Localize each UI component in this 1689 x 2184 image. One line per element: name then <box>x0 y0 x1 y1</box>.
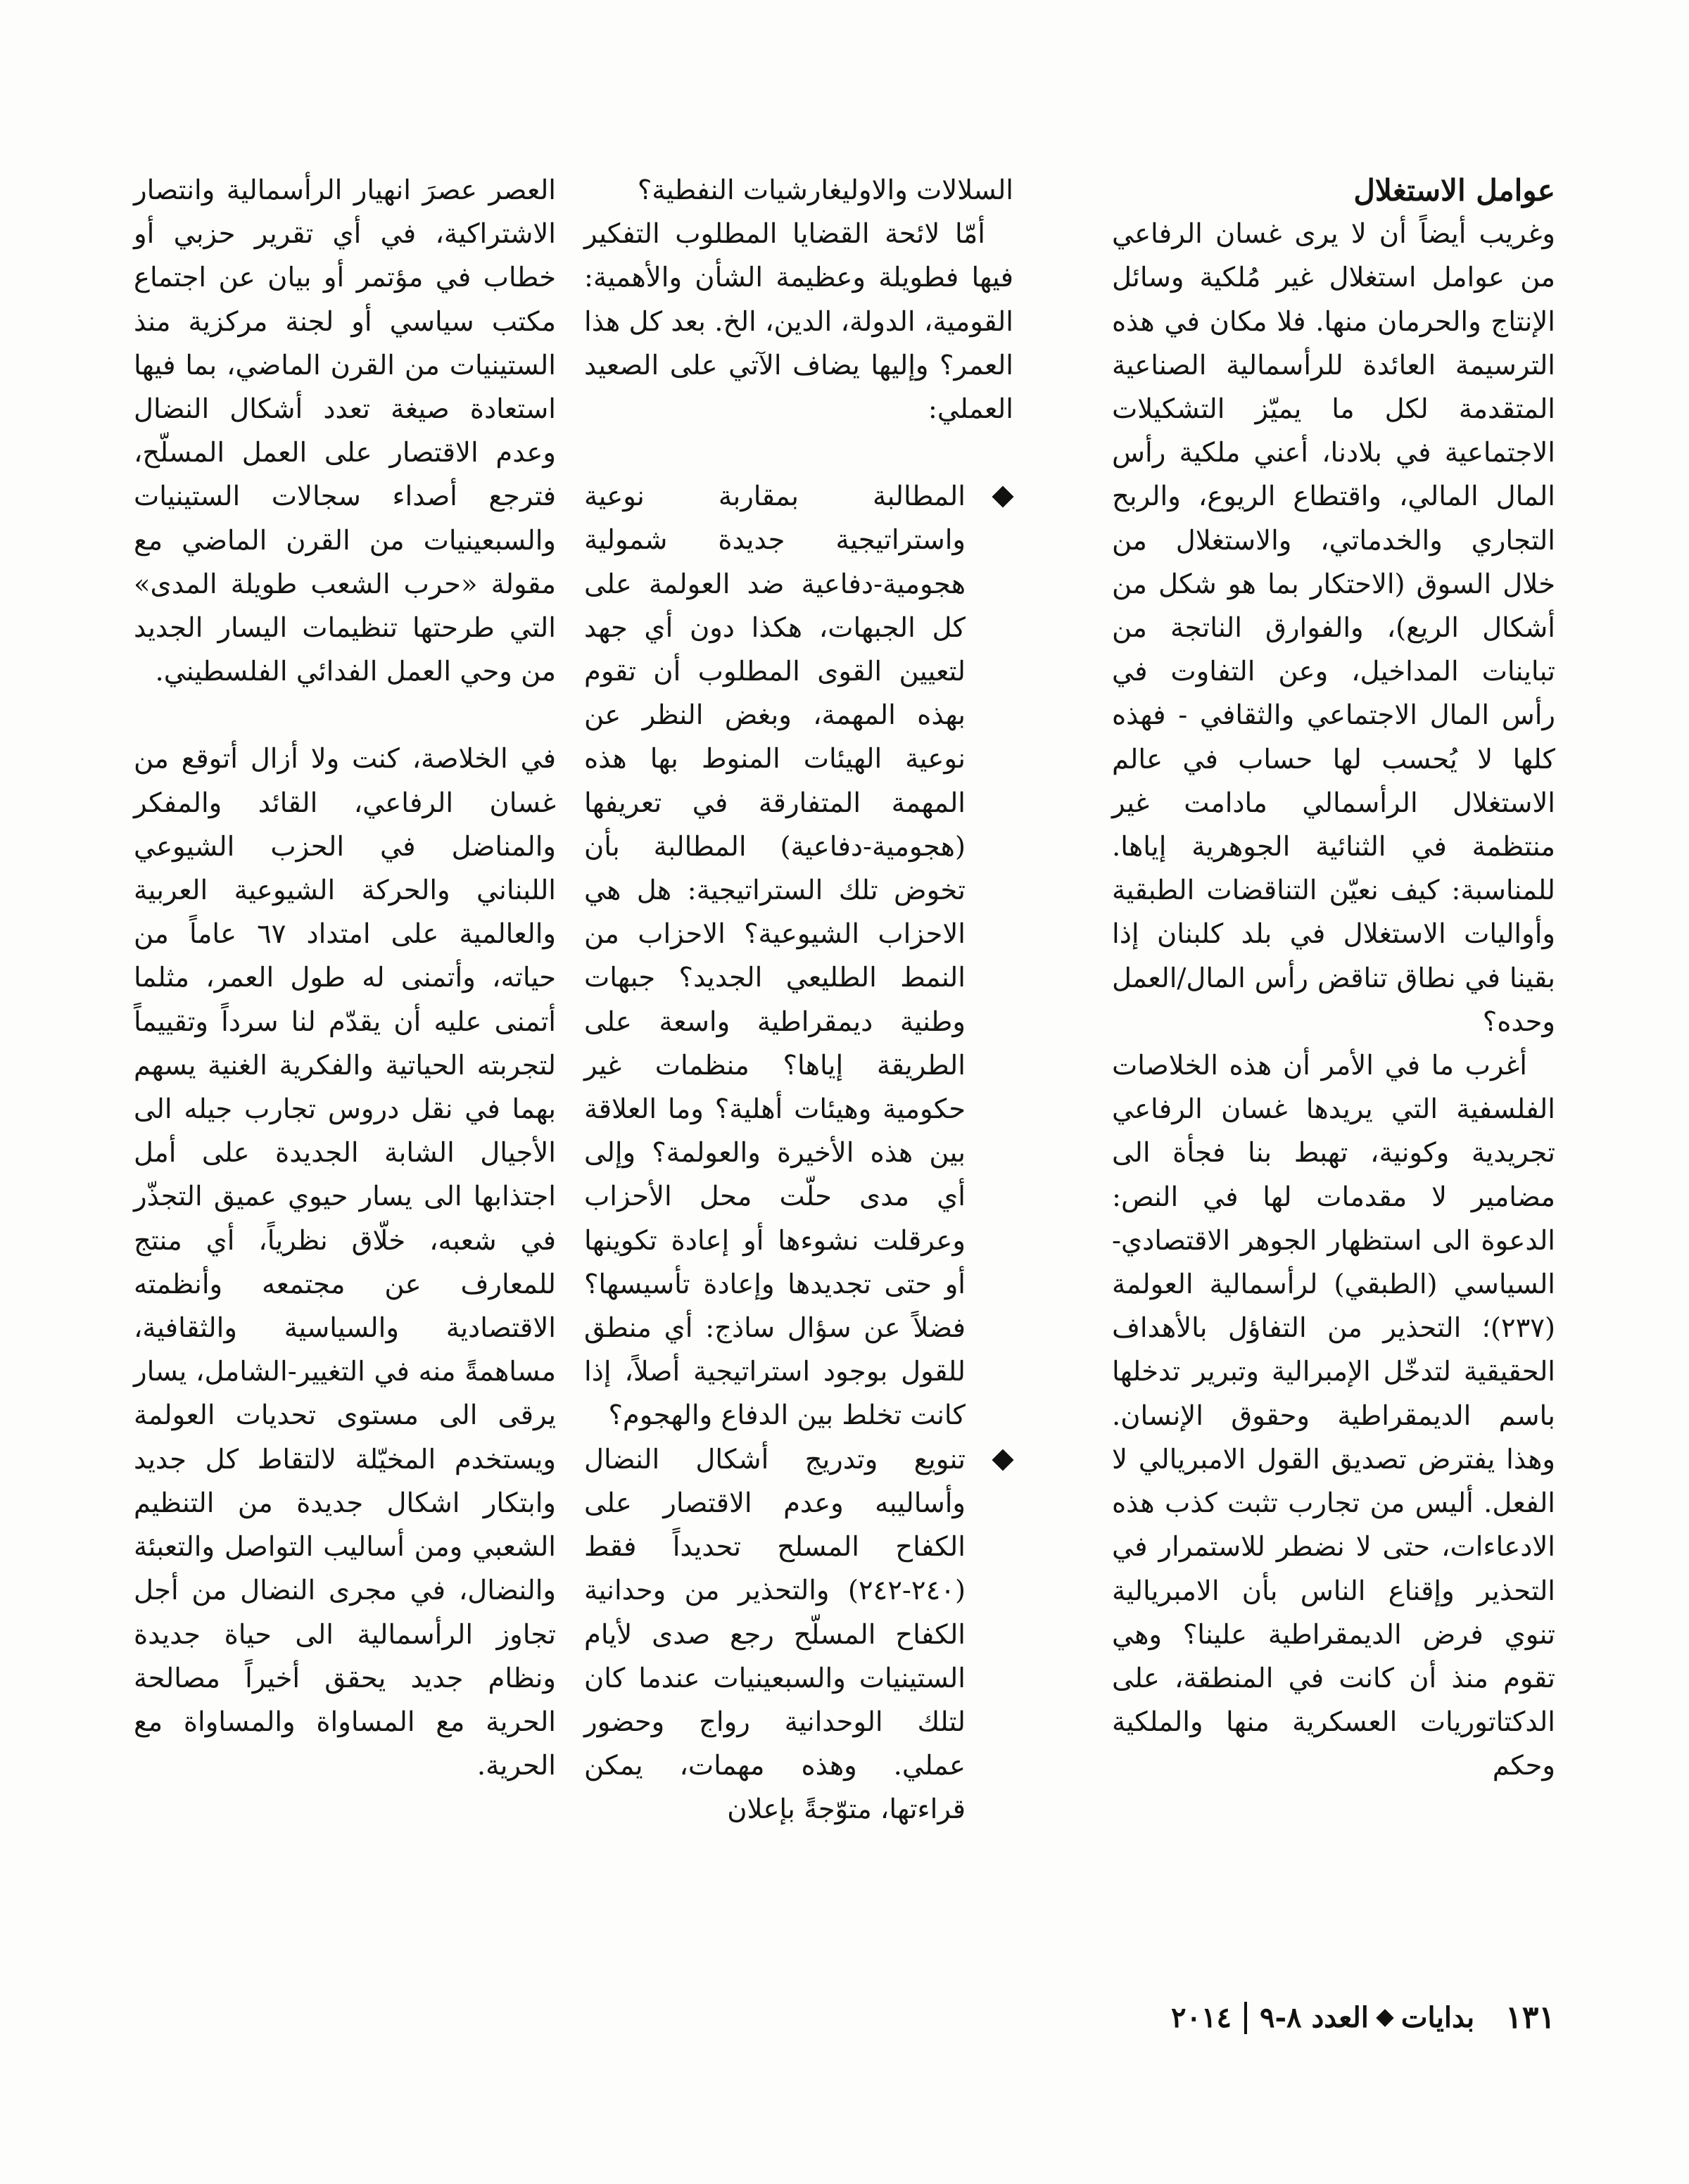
bullet-text: تنويع وتدريج أشكال النضال وأساليبه وعدم الاقتصار على الكفاح المسلح تحديداً فقط (٢٤٠-٢٤٢) والتحذير من وحدانية الكفاح المسلّح رجع صدى لأيام الستينيات والسبعينيات عندما كان لتلك الوحدانية رواج وحضور عملي. وهذه مهمات، يمكن قراءتها، متوّجةً بإعلان <box>584 1443 966 1826</box>
paragraph: أغرب ما في الأمر أن هذه الخلاصات الفلسفية التي يريدها غسان الرفاعي تجريدية وكونية، تهبط بنا فجأة الى مضامير لا مقدمات لها في النص: الدعوة الى استظهار الجوهر الاقتصادي-السياسي (الطبقي) لرأسمالية العولمة (٢٣٧)؛ التحذير من التفاؤل بالأهداف الحقيقية لتدخّل الإمبرالية وتبرير تدخلها باسم الديمقراطية وحقوق الإنسان. وهذا يفترض تصديق القول الامبريالي لا الفعل. أليس من تجارب تثبت كذب هذه الادعاءات، حتى لا نضطر للاستمرار في التحذير وإقناع الناس بأن الامبريالية تنوي فرض الديمقراطية علينا؟ وهي تقوم منذ أن كانت في المنطقة، على الدكتاتوريات العسكرية منها والملكية وحكم <box>1112 1050 1555 1782</box>
journal-name: بدايات <box>1400 2001 1475 2034</box>
column-left <box>134 169 556 1788</box>
column-right <box>1112 169 1555 1789</box>
bullet-item <box>584 1438 1013 1832</box>
section-heading: عوامل الاستغلال <box>1353 173 1555 208</box>
column-middle <box>584 169 1013 1832</box>
page-footer <box>1171 2000 1555 2036</box>
bullet-item <box>584 475 1013 1437</box>
paragraph: العصر عصرَ انهيار الرأسمالية وانتصار الاشتراكية، في أي تقرير حزبي أو خطاب في مؤتمر أو بيان عن اجتماع مكتب سياسي أو لجنة مركزية منذ الستينيات من القرن الماضي، بما فيها استعادة صيغة تعدد أشكال النضال وعدم الاقتصار على العمل المسلّح، فترجع أصداء سجالات الستينيات والسبعينيات من القرن الماضي مع مقولة «حرب الشعب طويلة المدى» التي طرحتها تنظيمات اليسار الجديد من وحي العمل الفدائي الفلسطيني. <box>134 174 556 688</box>
paragraph: وغريب أيضاً أن لا يرى غسان الرفاعي من عوامل استغلال غير مُلكية وسائل الإنتاج والحرمان منها. فلا مكان في هذه الترسيمة العائدة للرأسمالية الصناعية المتقدمة لكل ما يميّز التشكيلات الاجتماعية في بلادنا، أعني ملكية رأس المال المالي، واقتطاع الريوع، والربح التجاري والخدماتي، والاستغلال من خلال السوق (الاحتكار بما هو شكل من أشكال الريع)، والفوارق الناتجة من تباينات المداخيل، وعن التفاوت في رأس المال الاجتماعي والثقافي - فهذه كلها لا يُحسب لها حساب في عالم الاستغلال الرأسمالي مادامت غير منتظمة في الثنائية الجوهرية إياها. للمناسبة: كيف نعيّن التناقضات الطبقية وأواليات الاستغلال في بلد كلبنان إذا بقينا في نطاق تناقض رأس المال/العمل وحده؟ <box>1112 218 1555 1038</box>
issue-number: العدد ٨-٩ <box>1259 2001 1369 2034</box>
issue-year: ٢٠١٤ <box>1171 2001 1232 2034</box>
diamond-bullet-icon <box>992 1449 1013 1471</box>
paragraph: في الخلاصة، كنت ولا أزال أتوقع من غسان الرفاعي، القائد والمفكر والمناضل في الحزب الشيوعي اللبناني والحركة الشيوعية العربية والعالمية على امتداد ٦٧ عاماً من حياته، وأتمنى له طول العمر، مثلما أتمنى عليه أن يقدّم لنا سرداً وتقييماً لتجربته الحياتية والفكرية الغنية يسهم بهما في نقل دروس تجارب جيله الى الأجيال الشابة الجديدة على أمل اجتذابها الى يسار حيوي عميق التجذّر في شعبه، خلّاق نظرياً، أي منتج للمعارف عن مجتمعه وأنظمته الاقتصادية والسياسية والثقافية، مساهمةً منه في التغيير-الشامل، يسار يرقى الى مستوى تحديات العولمة ويستخدم المخيّلة لالتقاط كل جديد وابتكار اشكال جديدة من التنظيم الشعبي ومن أساليب التواصل والتعبئة والنضال، في مجرى النضال من أجل تجاوز الرأسمالية الى حياة جديدة ونظام جديد يحقق أخيراً مصالحة الحرية مع المساواة والمساواة مع الحرية. <box>134 743 557 1782</box>
paragraph: أمّا لائحة القضايا المطلوب التفكير فيها فطويلة وعظيمة الشأن والأهمية: القومية، الدولة، الدين، الخ. بعد كل هذا العمر؟ وإليها يضاف الآتي على الصعيد العملي: <box>584 218 1013 426</box>
paragraph: السلالات والاوليغارشيات النفطية؟ <box>637 174 1013 206</box>
page-number: ١٣١ <box>1505 2000 1555 2036</box>
diamond-bullet-icon <box>992 486 1013 508</box>
bullet-text: المطالبة بمقاربة نوعية واستراتيجية جديدة شمولية هجومية-دفاعية ضد العولمة على كل الجبهات، هكذا دون أي جهد لتعيين القوى المطلوب أن تقوم بهذه المهمة، وبغض النظر عن نوعية الهيئات المنوط بها هذه المهمة المتفارقة في تعريفها (هجومية-دفاعية) المطالبة بأن تخوض تلك الستراتيجية: هل هي الاحزاب الشيوعية؟ الاحزاب من النمط الطليعي الجديد؟ جبهات وطنية ديمقراطية واسعة على الطريقة إياها؟ منظمات غير حكومية وهيئات أهلية؟ وما العلاقة بين هذه الأخيرة والعولمة؟ وإلى أي مدى حلّت محل الأحزاب وعرقلت نشوءها أو إعادة تكوينها أو حتى تجديدها وإعادة تأسيسها؟ فضلاً عن سؤال ساذج: أي منطق للقول بوجود استراتيجية أصلاً، إذا كانت تخلط بين الدفاع والهجوم؟ <box>584 481 966 1432</box>
diamond-separator-icon <box>1376 2009 1393 2026</box>
vertical-rule <box>1244 2002 1247 2034</box>
